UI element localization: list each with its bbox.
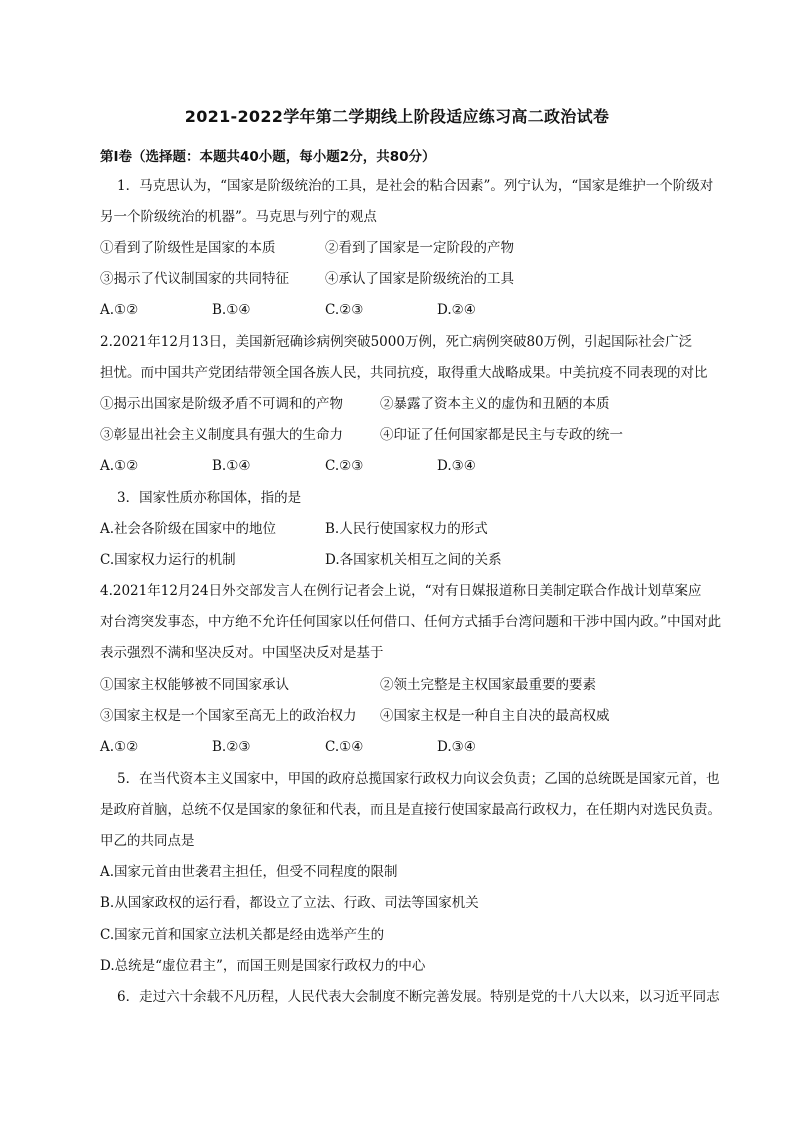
q3-choice-a: A.社会各阶级在国家中的地位 xyxy=(100,521,277,537)
q4-stem-line3: 表示强烈不满和坚决反对。中国坚决反对是基于 xyxy=(100,645,384,661)
q5-stem-line2: 是政府首脑，总统不仅是国家的象征和代表，而且是直接行使国家最高行政权力，在任期内对选民负责。 xyxy=(100,802,721,818)
q3-stem: 3．国家性质亦称国体，指的是 xyxy=(117,490,302,506)
q1-option-1: ①看到了阶级性是国家的本质 xyxy=(100,240,276,256)
q2-choice-d: D.③④ xyxy=(437,458,476,474)
q2-choice-b: B.①④ xyxy=(212,458,251,474)
q5-choice-a: A.国家元首由世袭君主担任，但受不同程度的限制 xyxy=(100,864,398,880)
q5-choice-c: C.国家元首和国家立法机关都是经由选举产生的 xyxy=(100,927,385,943)
q1-choice-c: C.②③ xyxy=(325,302,364,318)
q3-choice-b: B.人民行使国家权力的形式 xyxy=(325,521,488,537)
q2-option-3: ③彰显出社会主义制度具有强大的生命力 xyxy=(100,427,343,443)
q1-option-4: ④承认了国家是阶级统治的工具 xyxy=(325,271,514,287)
q4-stem-line1: 4.2021年12月24日外交部发言人在例行记者会上说，“对有日媒报道称日美制定联合作战计划草案应 xyxy=(100,583,702,599)
section-heading: 第Ⅰ卷（选择题：本题共40小题，每小题2分，共80分） xyxy=(100,149,436,165)
q5-choice-d: D.总统是“虚位君主”，而国王则是国家行政权力的中心 xyxy=(100,958,426,974)
q1-choice-d: D.②④ xyxy=(437,302,476,318)
q2-choice-a: A.①② xyxy=(100,458,139,474)
q4-stem-line2: 对台湾突发事态，中方绝不允许任何国家以任何借口、任何方式插手台湾问题和干涉中国内政。”中国对此 xyxy=(100,614,722,630)
q2-stem-line2: 担忧。而中国共产党团结带领全国各族人民，共同抗疫，取得重大战略成果。中美抗疫不同表现的对比 xyxy=(100,365,708,381)
q2-option-2: ②暴露了资本主义的虚伪和丑陋的本质 xyxy=(380,396,610,412)
q4-choice-a: A.①② xyxy=(100,739,139,755)
q1-choice-a: A.①② xyxy=(100,302,139,318)
q1-choice-b: B.①④ xyxy=(212,302,251,318)
q2-option-1: ①揭示出国家是阶级矛盾不可调和的产物 xyxy=(100,396,343,412)
q1-option-2: ②看到了国家是一定阶段的产物 xyxy=(325,240,514,256)
q2-choice-c: C.②③ xyxy=(325,458,364,474)
page-title: 2021-2022学年第二学期线上阶段适应练习高二政治试卷 xyxy=(184,107,610,126)
q4-option-3: ③国家主权是一个国家至高无上的政治权力 xyxy=(100,708,357,724)
q6-stem-line1: 6．走过六十余载不凡历程，人民代表大会制度不断完善发展。特别是党的十八大以来，以习近平同志 xyxy=(117,989,720,1005)
q3-choice-d: D.各国家机关相互之间的关系 xyxy=(325,552,502,568)
q4-choice-d: D.③④ xyxy=(437,739,476,755)
q2-option-4: ④印证了任何国家都是民主与专政的统一 xyxy=(380,427,623,443)
q4-option-1: ①国家主权能够被不同国家承认 xyxy=(100,677,289,693)
q4-choice-c: C.①④ xyxy=(325,739,364,755)
q3-choice-c: C.国家权力运行的机制 xyxy=(100,552,236,568)
q4-choice-b: B.②③ xyxy=(212,739,251,755)
q4-option-2: ②领土完整是主权国家最重要的要素 xyxy=(380,677,596,693)
q2-stem-line1: 2.2021年12月13日，美国新冠确诊病例突破5000万例，死亡病例突破80万例，引起国际社会广泛 xyxy=(100,334,693,350)
q4-option-4: ④国家主权是一种自主自决的最高权威 xyxy=(380,708,610,724)
q5-stem-line1: 5．在当代资本主义国家中，甲国的政府总揽国家行政权力向议会负责；乙国的总统既是国家元首，也 xyxy=(117,771,720,787)
q5-choice-b: B.从国家政权的运行看，都设立了立法、行政、司法等国家机关 xyxy=(100,895,479,911)
q1-stem-line1: 1．马克思认为，“国家是阶级统治的工具，是社会的粘合因素”。列宁认为，“国家是维护一个阶级对 xyxy=(117,178,714,194)
q1-option-3: ③揭示了代议制国家的共同特征 xyxy=(100,271,289,287)
q5-stem-line3: 甲乙的共同点是 xyxy=(100,833,195,849)
q1-stem-line2: 另一个阶级统治的机器”。马克思与列宁的观点 xyxy=(100,209,377,225)
